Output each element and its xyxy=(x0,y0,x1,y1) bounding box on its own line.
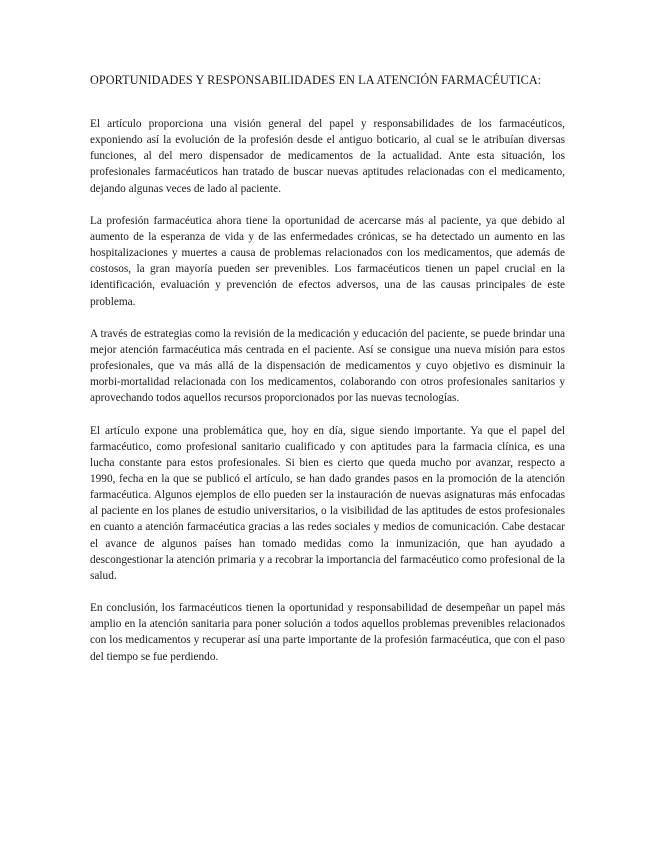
paragraph-problematic: El artículo expone una problemática que, hoy en día, sigue siendo importante. Ya que el papel del farmacéutico, como profesional sanitario cualificado y con aptitudes para la farmacia clínica, es una lucha constante para estos profesionales. Si bien es cierto que queda mucho por avanzar, respecto a 1990, fecha en la que se publicó el artículo, se han dado grandes pasos en la promoción de la atención farmacéutica. Algunos ejemplos de ello pueden ser la instauración de nuevas asignaturas más enfocadas al paciente en los planes de estudio universitarios, o la visibilidad de las aptitudes de estos profesionales en cuanto a atención farmacéutica gracias a las redes sociales y medios de comunicación. Cabe destacar el avance de algunos países han tomado medidas como la inmunización, que han ayudado a descongestionar la atención primaria y a recobrar la importancia del farmacéutico como profesional de la salud. xyxy=(90,424,565,582)
document-body xyxy=(90,116,565,665)
paragraph-strategies: A través de estrategias como la revisión de la medicación y educación del paciente, se puede brindar una mejor atención farmacéutica más centrada en el paciente. Así se consigue una nueva misión para estos profesionales, que va más allá de la dispensación de medicamentos y cuyo objetivo es disminuir la morbi-mortalidad relacionada con los medicamentos, colaborando con otros profesionales sanitarios y aprovechando todos aquellos recursos proporcionados por las nuevas tecnologías. xyxy=(90,327,565,405)
document-title: OPORTUNIDADES Y RESPONSABILIDADES EN LA ATENCIÓN FARMACÉUTICA: xyxy=(90,73,542,87)
paragraph-opportunity: La profesión farmacéutica ahora tiene la oportunidad de acercarse más al paciente, ya que debido al aumento de la esperanza de vida y de las enfermedades crónicas, se ha detectado un aumento en las hospitalizaciones y muertes a causa de problemas relacionados con los medicamentos, que además de costosos, la gran mayoría pueden ser prevenibles. Los farmacéuticos tienen un papel crucial en la identificación, evaluación y prevención de efectos adversos, una de las causas principales de este problema. xyxy=(90,214,565,308)
paragraph-introduction: El artículo proporciona una visión general del papel y responsabilidades de los farmacéuticos, exponiendo así la evolución de la profesión desde el antiguo boticario, al cual se le atribuían diversas funciones, al del mero dispensador de medicamentos de la actualidad. Ante esta situación, los profesionales farmacéuticos han tratado de buscar nuevas aptitudes relacionadas con el medicamento, dejando algunas veces de lado al paciente. xyxy=(90,118,565,195)
paragraph-conclusion: En conclusión, los farmacéuticos tienen la oportunidad y responsabilidad de desempeñar un papel más amplio en la atención sanitaria para poner solución a todos aquellos problemas prevenibles relacionados con los medicamentos y recuperar así una parte importante de la profesión farmacéutica, que con el paso del tiempo se fue perdiendo. xyxy=(90,602,565,663)
document-page xyxy=(90,72,565,681)
